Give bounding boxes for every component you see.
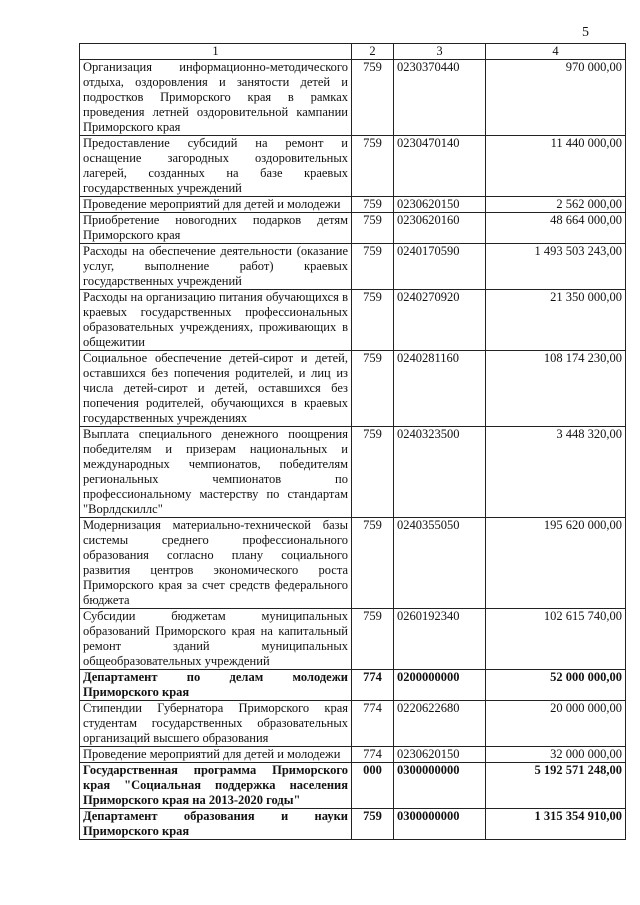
header-cell-2: 2 bbox=[352, 44, 394, 60]
table-row bbox=[80, 197, 626, 213]
row-code-cell: 774 bbox=[352, 747, 394, 763]
table-header-row bbox=[80, 44, 626, 60]
header-cell-3: 3 bbox=[394, 44, 486, 60]
table-row bbox=[80, 763, 626, 809]
row-article-cell: 0230620160 bbox=[394, 213, 486, 244]
row-code-cell: 759 bbox=[352, 351, 394, 427]
row-article-cell: 0230620150 bbox=[394, 197, 486, 213]
table-row bbox=[80, 701, 626, 747]
row-name-cell: Проведение мероприятий для детей и молодежи bbox=[80, 747, 352, 763]
row-name-cell: Стипендии Губернатора Приморского края студентам государственных образовательных организаций высшего образования bbox=[80, 701, 352, 747]
row-amount-cell: 11 440 000,00 bbox=[486, 136, 626, 197]
row-article-cell: 0300000000 bbox=[394, 763, 486, 809]
row-code-cell: 774 bbox=[352, 701, 394, 747]
row-article-cell: 0300000000 bbox=[394, 809, 486, 840]
row-name-cell: Субсидии бюджетам муниципальных образований Приморского края на капитальный ремонт зданий муниципальных общеобразовательных учреждений bbox=[80, 609, 352, 670]
row-code-cell: 759 bbox=[352, 809, 394, 840]
row-name-cell: Проведение мероприятий для детей и молодежи bbox=[80, 197, 352, 213]
table-row bbox=[80, 244, 626, 290]
row-name-cell: Модернизация материально-технической базы системы среднего профессионального образования согласно плану социального развития центров экономического роста Приморского края за счет средств федерального бюджета bbox=[80, 518, 352, 609]
table-row bbox=[80, 60, 626, 136]
budget-table bbox=[79, 43, 626, 840]
table-row bbox=[80, 136, 626, 197]
row-code-cell: 759 bbox=[352, 244, 394, 290]
table-row bbox=[80, 290, 626, 351]
row-amount-cell: 52 000 000,00 bbox=[486, 670, 626, 701]
row-code-cell: 759 bbox=[352, 609, 394, 670]
row-name-cell: Приобретение новогодних подарков детям Приморского края bbox=[80, 213, 352, 244]
row-amount-cell: 970 000,00 bbox=[486, 60, 626, 136]
table-row bbox=[80, 609, 626, 670]
row-code-cell: 759 bbox=[352, 518, 394, 609]
row-name-cell: Расходы на организацию питания обучающихся в краевых государственных профессиональных образовательных учреждениях, проживающих в общежитии bbox=[80, 290, 352, 351]
row-article-cell: 0220622680 bbox=[394, 701, 486, 747]
row-amount-cell: 5 192 571 248,00 bbox=[486, 763, 626, 809]
row-name-cell: Организация информационно-методического отдыха, оздоровления и занятости детей и подростков Приморского края в рамках проведения летней оздоровительной кампании Приморского края bbox=[80, 60, 352, 136]
row-amount-cell: 3 448 320,00 bbox=[486, 427, 626, 518]
row-name-cell: Государственная программа Приморского края "Социальная поддержка населения Приморского края на 2013-2020 годы" bbox=[80, 763, 352, 809]
row-article-cell: 0230470140 bbox=[394, 136, 486, 197]
row-article-cell: 0240323500 bbox=[394, 427, 486, 518]
row-name-cell: Департамент образования и науки Приморского края bbox=[80, 809, 352, 840]
row-article-cell: 0200000000 bbox=[394, 670, 486, 701]
row-code-cell: 759 bbox=[352, 427, 394, 518]
row-article-cell: 0230620150 bbox=[394, 747, 486, 763]
table-row bbox=[80, 670, 626, 701]
row-article-cell: 0240355050 bbox=[394, 518, 486, 609]
row-code-cell: 759 bbox=[352, 60, 394, 136]
table-row bbox=[80, 351, 626, 427]
header-cell-1: 1 bbox=[80, 44, 352, 60]
row-code-cell: 774 bbox=[352, 670, 394, 701]
row-code-cell: 759 bbox=[352, 290, 394, 351]
row-article-cell: 0230370440 bbox=[394, 60, 486, 136]
row-amount-cell: 108 174 230,00 bbox=[486, 351, 626, 427]
table-row bbox=[80, 427, 626, 518]
row-name-cell: Предоставление субсидий на ремонт и оснащение загородных оздоровительных лагерей, созданных на базе краевых государственных учреждений bbox=[80, 136, 352, 197]
row-code-cell: 759 bbox=[352, 136, 394, 197]
row-amount-cell: 21 350 000,00 bbox=[486, 290, 626, 351]
row-name-cell: Социальное обеспечение детей-сирот и детей, оставшихся без попечения родителей, и лиц из числа детей-сирот и детей, оставшихся без попечения родителей, обучающихся в краевых государственных учреждениях bbox=[80, 351, 352, 427]
row-code-cell: 759 bbox=[352, 213, 394, 244]
row-amount-cell: 2 562 000,00 bbox=[486, 197, 626, 213]
header-cell-4: 4 bbox=[486, 44, 626, 60]
row-name-cell: Расходы на обеспечение деятельности (оказание услуг, выполнение работ) краевых государственных учреждений bbox=[80, 244, 352, 290]
row-amount-cell: 20 000 000,00 bbox=[486, 701, 626, 747]
table-row bbox=[80, 213, 626, 244]
row-amount-cell: 1 493 503 243,00 bbox=[486, 244, 626, 290]
row-article-cell: 0260192340 bbox=[394, 609, 486, 670]
table-row bbox=[80, 747, 626, 763]
page-number: 5 bbox=[582, 25, 589, 40]
row-name-cell: Выплата специального денежного поощрения победителям и призерам национальных и международных чемпионатов, победителям региональных чемпионатов по профессиональному мастерству по стандартам "Ворлдскиллс" bbox=[80, 427, 352, 518]
row-amount-cell: 1 315 354 910,00 bbox=[486, 809, 626, 840]
row-name-cell: Департамент по делам молодежи Приморского края bbox=[80, 670, 352, 701]
row-amount-cell: 48 664 000,00 bbox=[486, 213, 626, 244]
row-article-cell: 0240170590 bbox=[394, 244, 486, 290]
row-article-cell: 0240270920 bbox=[394, 290, 486, 351]
row-amount-cell: 195 620 000,00 bbox=[486, 518, 626, 609]
row-amount-cell: 32 000 000,00 bbox=[486, 747, 626, 763]
table-row bbox=[80, 809, 626, 840]
row-code-cell: 759 bbox=[352, 197, 394, 213]
table-row bbox=[80, 518, 626, 609]
row-article-cell: 0240281160 bbox=[394, 351, 486, 427]
row-code-cell: 000 bbox=[352, 763, 394, 809]
row-amount-cell: 102 615 740,00 bbox=[486, 609, 626, 670]
